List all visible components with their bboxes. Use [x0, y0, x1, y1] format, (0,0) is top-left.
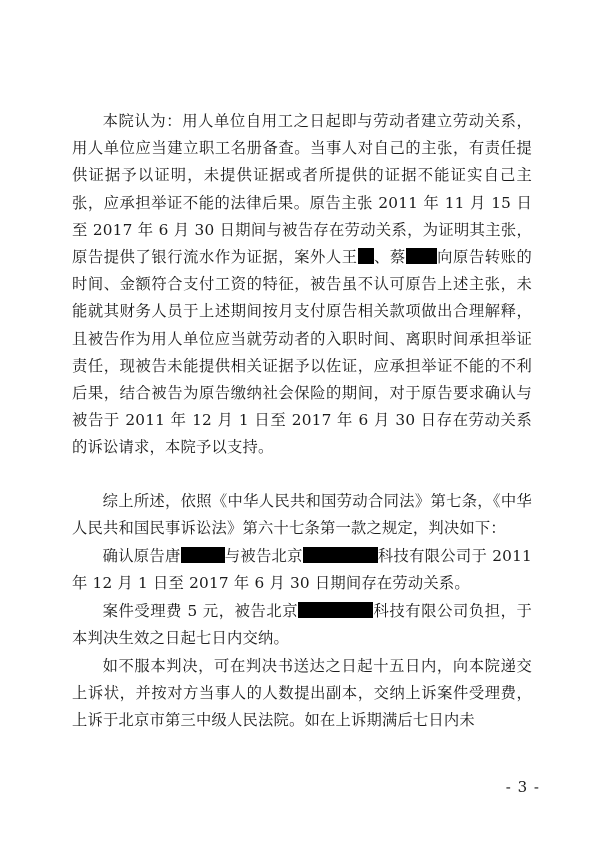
redaction-block [303, 547, 378, 563]
paragraph-judgment [72, 543, 532, 597]
paragraph-legal-basis [72, 488, 532, 542]
redaction-block [181, 547, 225, 563]
paragraph-appeal-notice [72, 653, 532, 735]
court-fee-text-part-2: 科技有限公司负担，于本判决生效之日起七日内交纳。 [72, 602, 532, 648]
redaction-block [298, 602, 373, 618]
paragraph-court-fee [72, 598, 532, 652]
judgment-text-part-1: 确认原告唐 [102, 547, 181, 565]
redaction-block [406, 248, 437, 264]
appeal-notice-text: 如不服本判决，可在判决书送达之日起十五日内，向本院递交上诉状，并按对方当事人的人数提出副本，交纳上诉案件受理费，上诉于北京市第三中级人民法院。如在上诉期满后七日内未 [72, 657, 532, 730]
opinion-text-part-3: 向原告转账的时间、金额符合支付工资的特征，被告虽不认可原告上述主张，未能就其财务人员于上述期间按月支付原告相关款项做出合理解释，且被告作为用人单位应当就劳动者的入职时间、离职时间承担举证责任，现被告未能提供相关证据予以佐证，应承担举证不能的不利后果，结合被告为原告缴纳社会保险的期间，对于原告要求确认与被告于 2011 年 12 月 1 日至 2017 年 6 月 30 日存在劳动关系的诉讼请求，本院予以支持。 [72, 248, 532, 457]
judgment-text-part-3: 科技有限公司于 2011 年 12 月 1 日至 2017 年 6 月 30 日期间存在劳动关系。 [72, 547, 532, 593]
opinion-text-part-1: 本院认为：用人单位自用工之日起即与劳动者建立劳动关系，用人单位应当建立职工名册备查。当事人对自己的主张，有责任提供证据予以证明，未提供证据或者所提供的证据不能证实自己主张，应承担举证不能的法律后果。原告主张 2011 年 11 月 15 日至 2017 年 6 月 30 日期间与被告存在劳动关系，为证明其主张，原告提供了银行流水作为证据，案外人王 [72, 112, 532, 267]
judgment-text-part-2: 与被告北京 [224, 547, 303, 565]
opinion-text-part-2: 、蔡 [373, 248, 406, 267]
paragraph-court-opinion [72, 108, 532, 462]
legal-basis-text: 综上所述，依照《中华人民共和国劳动合同法》第七条，《中华人民共和国民事诉讼法》第六十七条第一款之规定，判决如下： [72, 492, 532, 538]
page-number: - 3 - [505, 778, 540, 796]
redaction-block [358, 248, 374, 264]
court-fee-text-part-1: 案件受理费 5 元，被告北京 [102, 602, 299, 620]
